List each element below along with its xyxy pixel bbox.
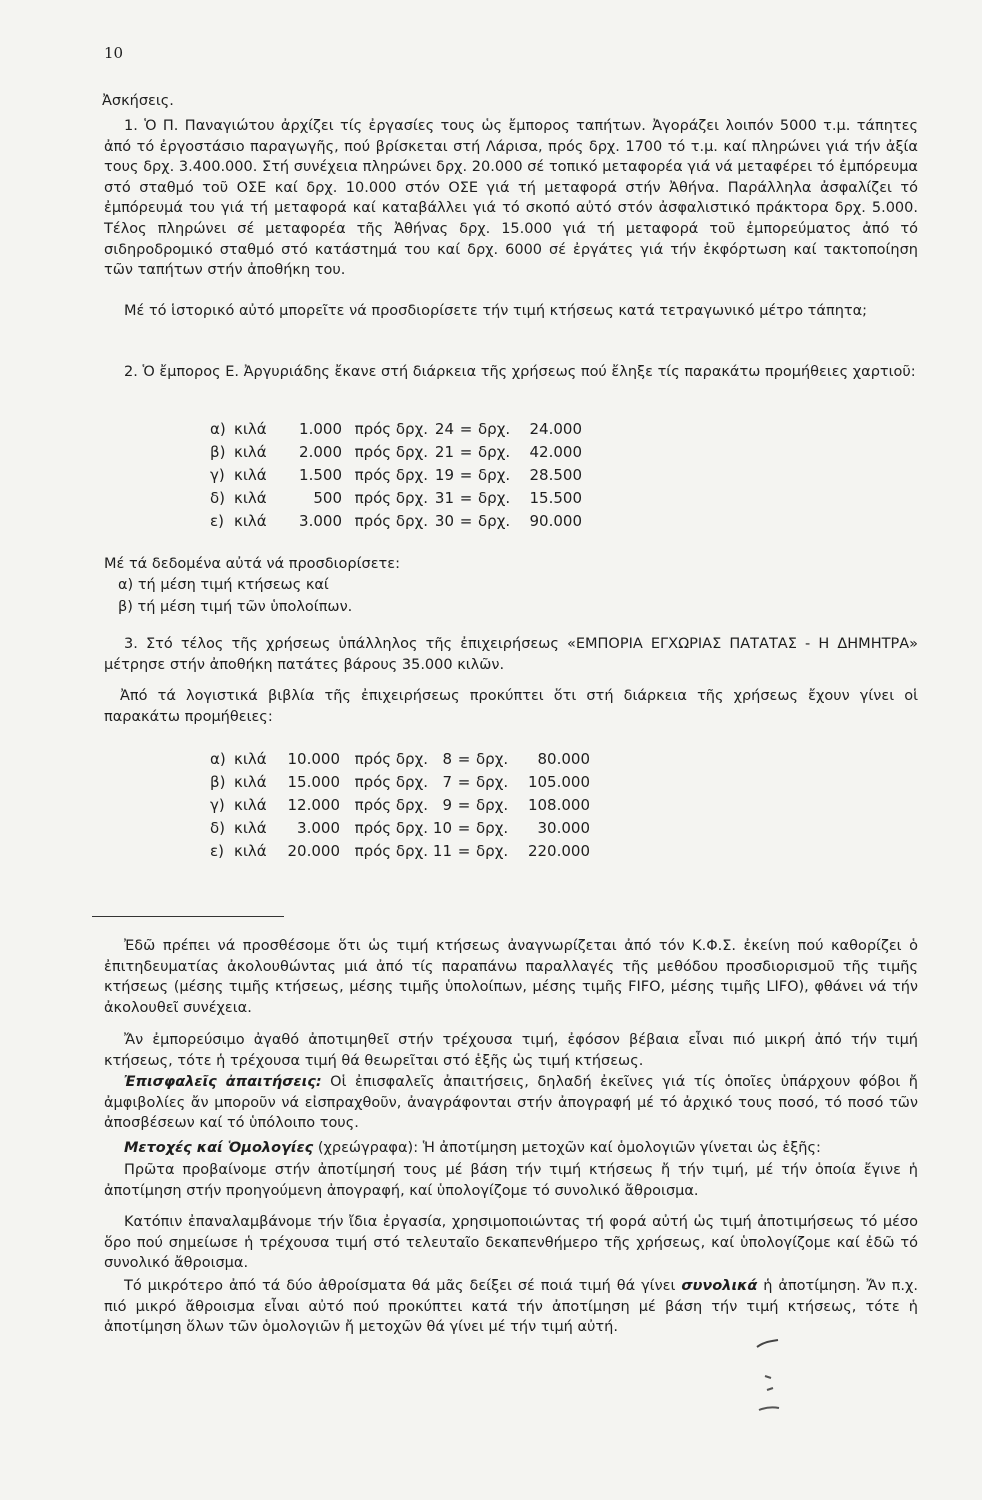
ex3-table-cell: πρός δρχ. [354,796,428,814]
ex2-table-cell: δρχ. [478,420,511,438]
ex2-table-cell: πρός δρχ. [354,466,428,484]
ex3-table-cell: κιλά [234,842,267,860]
footnote-cost-method: Ἐδῶ πρέπει νά προσθέσομε ὅτι ὡς τιμή κτήσεως ἀναγνωρίζεται ἀπό τόν Κ.Φ.Σ. ἐκείνη πού καθορίζει ὁ ἐπιτηδευματίας ἀκολουθώντας μιά ἀπό τίς παραπάνω παραλλαγές τῆς μεθόδου προσδιορισμοῦ τῆς τιμῆς κτήσεως (μέσης τιμῆς κτήσεως, μέσης τιμῆς ὑπολοίπων, μέσης τιμῆς FIFO, μέσης τιμῆς LIFO), φθάνει νά τήν ἀκολουθεῖ συνέχεια. [104,938,918,1016]
ex3-table-cell: 108.000 [527,796,590,814]
ex3-table-row [210,771,590,794]
shares-bonds-title: Μετοχές καί Ὁμολογίες [124,1140,314,1156]
ex2-table-cell: πρός δρχ. [354,420,428,438]
exercise-3-purchases-table [210,748,590,863]
exercise-2-task: Μέ τά δεδομένα αὐτά νά προσδιορίσετε: [104,556,400,572]
ex2-table-row [210,418,582,441]
ex2-table-cell: πρός δρχ. [354,512,428,530]
ex2-table-cell: 3.000 [299,512,342,530]
conclusion-text-a: Τό μικρότερο ἀπό τά δύο ἀθροίσματα θά μᾶς δείξει σέ ποιά τιμή θά γίνει [124,1278,682,1294]
ex3-table-cell: 9 [442,796,452,814]
exercise-3-intro: 3. Στό τέλος τῆς χρήσεως ὑπάλληλος τῆς ἐπιχειρήσεως «ΕΜΠΟΡΙΑ ΕΓΧΩΡΙΑΣ ΠΑΤΑΤΑΣ - Η ΔΗΜΗΤΡΑ» μέτρησε στήν ἀποθήκη πατάτες βάρους 35.000 κιλῶν. [104,636,918,673]
conclusion-emphasis: συνολικά [681,1278,758,1294]
ex3-table-cell: = [457,750,471,768]
ex3-table-cell: δρχ. [476,773,509,791]
ex3-table-cell: πρός δρχ. [354,842,428,860]
ex3-table-cell: 12.000 [287,796,340,814]
footnote-first-valuation: Πρῶτα προβαίνομε στήν ἀποτίμησή τους μέ βάση τήν τιμή κτήσεως ἤ τήν τιμή, μέ τήν ὁποία ἔγινε ἡ ἀποτίμηση στήν προηγούμενη ἀπογραφή, καί ὑπολογίζομε τό συνολικό ἄθροισμα. [104,1162,918,1199]
ex2-table-cell: 28.500 [529,466,582,484]
ex2-table-cell: δ) [210,489,226,507]
ex2-table-cell: δρχ. [478,489,511,507]
exercise-2-item-b: β) τή μέση τιμή τῶν ὑπολοίπων. [118,599,353,615]
ex3-table-cell: δρχ. [476,750,509,768]
ex3-table-cell: κιλά [234,773,267,791]
ex2-table-cell: 90.000 [529,512,582,530]
ex3-table-cell: = [457,796,471,814]
ex3-table-cell: 220.000 [527,842,590,860]
ex3-table-cell: = [457,819,471,837]
exercise-2-purchases-table [210,418,582,533]
ex3-table-cell: 80.000 [537,750,590,768]
ex2-table-cell: γ) [210,466,225,484]
page-number: 10 [104,44,124,62]
footnote-shares-bonds [104,1138,918,1159]
ex2-table-cell: 31 [434,489,454,507]
ex3-table-cell: α) [210,750,226,768]
ex3-table-cell: 10 [432,819,452,837]
ex2-table-cell: 500 [313,489,342,507]
ex2-table-cell: δρχ. [478,466,511,484]
ex3-table-cell: κιλά [234,796,267,814]
ex2-table-cell: πρός δρχ. [354,443,428,461]
ex2-table-cell: 21 [434,443,454,461]
ex2-table-cell: = [459,489,473,507]
exercise-2-intro: 2. Ὁ ἔμπορος Ε. Ἀργυριάδης ἔκανε στή διάρκεια τῆς χρήσεως πού ἔληξε τίς παρακάτω προμήθειες χαρτιοῦ: [124,364,916,380]
ex3-table-cell: 8 [442,750,452,768]
page-scan-mark [745,1372,785,1422]
ex2-table-cell: κιλά [234,512,267,530]
ex2-table-cell: 2.000 [299,443,342,461]
ex3-table-cell: = [457,842,471,860]
ex2-table-row [210,487,582,510]
ex3-table-cell: 11 [432,842,452,860]
ex3-table-cell: πρός δρχ. [354,819,428,837]
ex3-table-cell: δρχ. [476,796,509,814]
ex3-table-cell: 7 [442,773,452,791]
ex2-table-row [210,464,582,487]
ex2-table-cell: β) [210,443,226,461]
ex3-table-cell: 3.000 [297,819,340,837]
ex3-table-cell: δρχ. [476,819,509,837]
ex3-table-cell: κιλά [234,819,267,837]
ex3-table-cell: 20.000 [287,842,340,860]
exercise-1-question: Μέ τό ἱστορικό αὐτό μπορεῖτε νά προσδιορίσετε τήν τιμή κτήσεως κατά τετραγωνικό μέτρο τάπητα; [124,303,868,319]
exercise-3-text: Ἀπό τά λογιστικά βιβλία τῆς ἐπιχειρήσεως προκύπτει ὅτι στή διάρκεια τῆς χρήσεως ἔχουν γίνει οἱ παρακάτω προμήθειες: [104,688,918,725]
ex2-table-cell: = [459,443,473,461]
ex3-table-cell: δ) [210,819,226,837]
ex3-table-cell: 10.000 [287,750,340,768]
ex3-table-cell: = [457,773,471,791]
ex3-table-row [210,748,590,771]
doubtful-receivables-title: Ἐπισφαλεῖς ἀπαιτήσεις: [124,1074,322,1090]
ex3-table-cell: 105.000 [527,773,590,791]
ex3-table-cell: γ) [210,796,225,814]
ex2-table-cell: = [459,466,473,484]
footnote-divider [92,916,284,917]
shares-bonds-text: (χρεώγραφα): Ἡ ἀποτίμηση μετοχῶν καί ὁμολογιῶν γίνεται ὡς ἑξῆς: [313,1140,821,1156]
ex2-table-cell: α) [210,420,226,438]
footnote-second-valuation: Κατόπιν ἐπαναλαμβάνομε τήν ἴδια ἐργασία, χρησιμοποιώντας τή φορά αὐτή ὡς τιμή ἀποτιμήσεως τό μέσο ὅρο πού σημείωσε ἡ τρέχουσα τιμή στό τελευταῖο δεκαπενθήμερο τῆς χρήσεως, καί ὑπολογίζομε καί ἐδῶ τό συνολικό ἄθροισμα. [104,1214,918,1272]
ex2-table-cell: δρχ. [478,512,511,530]
ex3-table-row [210,840,590,863]
section-heading: Ἀσκήσεις. [102,93,174,109]
ex2-table-row [210,441,582,464]
ex2-table-cell: 1.500 [299,466,342,484]
ex3-table-cell: 30.000 [537,819,590,837]
ex2-table-cell: πρός δρχ. [354,489,428,507]
ex3-table-cell: δρχ. [476,842,509,860]
ex2-table-row [210,510,582,533]
ex3-table-row [210,817,590,840]
ex2-table-cell: 42.000 [529,443,582,461]
footnote-doubtful-receivables [104,1072,918,1134]
ex3-table-row [210,794,590,817]
ex2-table-cell: 24 [434,420,454,438]
ex2-table-cell: 15.500 [529,489,582,507]
ex2-table-cell: κιλά [234,420,267,438]
ex2-table-cell: κιλά [234,489,267,507]
ex3-table-cell: β) [210,773,226,791]
ex2-table-cell: 1.000 [299,420,342,438]
ex3-table-cell: ε) [210,842,224,860]
ex2-table-cell: 19 [434,466,454,484]
ex2-table-cell: δρχ. [478,443,511,461]
ex2-table-cell: κιλά [234,466,267,484]
ex3-table-cell: πρός δρχ. [354,773,428,791]
ex2-table-cell: = [459,420,473,438]
exercise-1-text: 1. Ὁ Π. Παναγιώτου ἀρχίζει τίς ἐργασίες τους ὡς ἔμπορος ταπήτων. Ἀγοράζει λοιπόν 5000 τ.μ. τάπητες ἀπό τό ἐργοστάσιο παραγωγῆς, πού βρίσκεται στή Λάρισα, πρός δρχ. 1700 τό τ.μ. καί πληρώνει γιά τήν ἀξία τους δρχ. 3.400.000. Στή συνέχεια πληρώνει δρχ. 20.000 σέ τοπικό μεταφορέα γιά νά μεταφέρει τό ἐμπόρευμα στό σταθμό τοῦ ΟΣΕ καί δρχ. 10.000 στόν ΟΣΕ γιά τή μεταφορά στήν Ἀθήνα. Παράλληλα ἀσφαλίζει τό ἐμπόρευμά του γιά τή μεταφορά καί καταβάλλει γιά τό σκοπό αὐτό στόν ἀσφαλιστικό πράκτορα δρχ. 5.000. Τέλος πληρώνει σέ μεταφορέα τῆς Ἀθήνας δρχ. 15.000 γιά τή μεταφορά τοῦ ἐμπορεύματος ἀπό τό σιδηροδρομικό σταθμό στό κατάστημά του καί δρχ. 6000 σέ ἐργάτες γιά τήν ἐκφόρτωση καί τακτοποίηση τῶν ταπήτων στήν ἀποθήκη του. [104,118,918,279]
conclusion-text-b: ἡ ἀποτίμηση. Ἄν π.χ. πιό μικρό ἄθροισμα εἶναι αὐτό πού προκύπτει κατά τήν ἀποτίμηση μέ βάση τήν τιμή κτήσεως, τότε ἡ ἀποτίμηση ὅλων τῶν ὁμολογιῶν ἤ μετοχῶν θά γίνει μέ τήν τιμή αὐτή. [104,1278,919,1336]
footnote-current-price: Ἄν ἐμπορεύσιμο ἀγαθό ἀποτιμηθεῖ στήν τρέχουσα τιμή, ἐφόσον βέβαια εἶναι πιό μικρή ἀπό τήν τιμή κτήσεως, τότε ἡ τρέχουσα τιμή θά θεωρεῖται στό ἑξῆς ὡς τιμή κτήσεως. [104,1032,918,1069]
ex3-table-cell: πρός δρχ. [354,750,428,768]
ex2-table-cell: = [459,512,473,530]
ex2-table-cell: 30 [434,512,454,530]
ex3-table-cell: κιλά [234,750,267,768]
exercise-2-item-a: α) τή μέση τιμή κτήσεως καί [118,577,329,593]
ex3-table-cell: 15.000 [287,773,340,791]
doubtful-receivables-text: Οἱ ἐπισφαλεῖς ἀπαιτήσεις, δηλαδή ἐκεῖνες γιά τίς ὁποῖες ὑπάρχουν φόβοι ἤ ἀμφιβολίες ἄν μποροῦν νά εἰσπραχθοῦν, ἀναγράφονται στήν ἀπογραφή μέ τό ἀρχικό τους ποσό, τό ποσό τῶν ἀποσβέσεων καί τό ὑπόλοιπο τους. [104,1074,918,1132]
ink-mark [754,1335,782,1351]
ex2-table-cell: κιλά [234,443,267,461]
footnote-conclusion [104,1276,918,1338]
ex2-table-cell: 24.000 [529,420,582,438]
ex2-table-cell: ε) [210,512,224,530]
